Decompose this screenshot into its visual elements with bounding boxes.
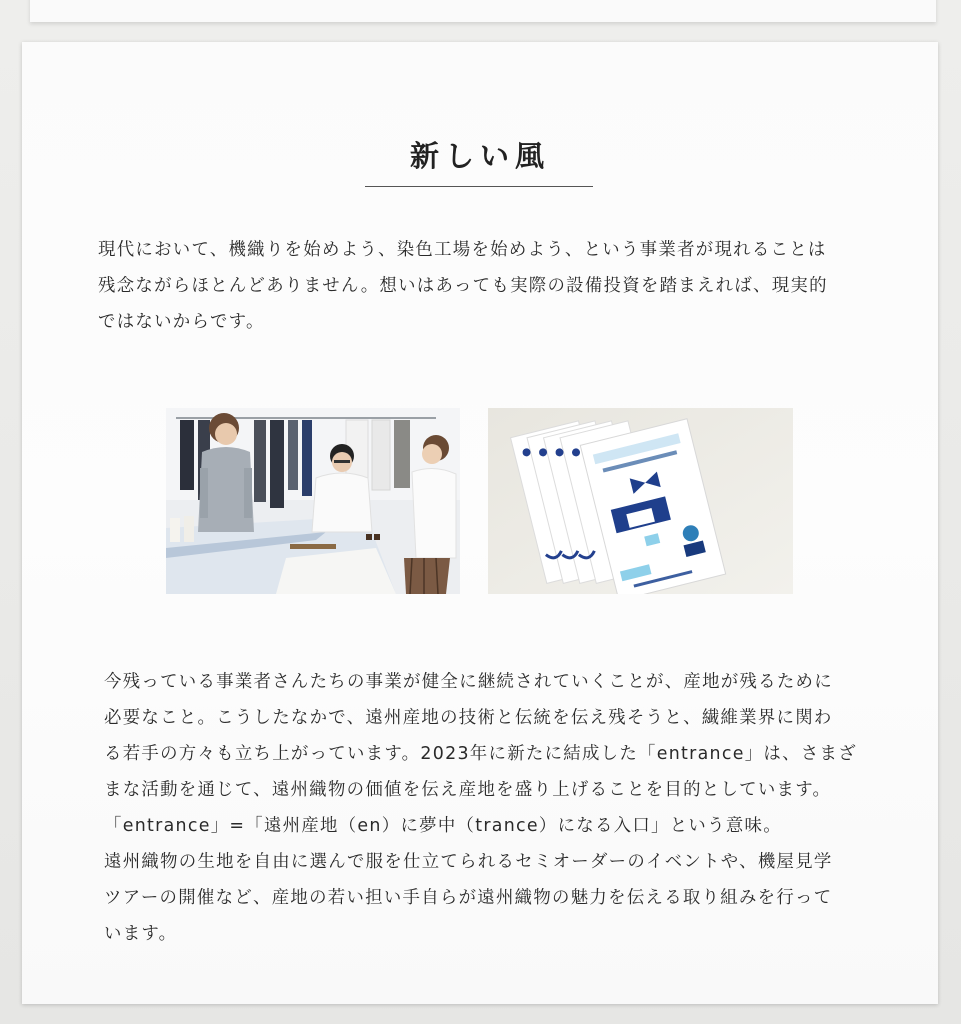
intro-line: 現代において、機織りを始めよう、染色工場を始めよう、という事業者が現れることは: [98, 240, 827, 260]
textile-studio-photo: [166, 408, 460, 594]
body-line: 今残っている事業者さんたちの事業が健全に継続されていくことが、産地が残るために: [104, 672, 833, 692]
entrance-flyers-photo: [488, 408, 793, 594]
article-page: [22, 42, 938, 1004]
intro-paragraph: [98, 232, 828, 340]
flyers-illustration: [488, 408, 793, 594]
textile-studio-illustration: [166, 408, 460, 594]
previous-page-edge: [30, 0, 936, 22]
body-line: 遠州織物の生地を自由に選んで服を仕立てられるセミオーダーのイベントや、機屋見学: [104, 852, 833, 872]
body-paragraph: [104, 664, 857, 952]
body-line: る若手の方々も立ち上がっています。2023年に新たに結成した「entrance」は、さまざ: [104, 744, 857, 764]
intro-line: ではないからです。: [98, 312, 265, 332]
body-line: います。: [104, 924, 178, 944]
body-line: 「entrance」=「遠州産地（en）に夢中（trance）になる入口」という意味。: [104, 816, 782, 836]
article-title: 新しい風: [409, 139, 550, 173]
body-line: 必要なこと。こうしたなかで、遠州産地の技術と伝統を伝え残そうと、繊維業界に関わ: [104, 708, 833, 728]
title-underline: [365, 186, 593, 187]
body-line: ツアーの開催など、産地の若い担い手自らが遠州織物の魅力を伝える取り組みを行って: [104, 888, 833, 908]
intro-line: 残念ながらほとんどありません。想いはあっても実際の設備投資を踏まえれば、現実的: [98, 276, 828, 296]
body-line: まな活動を通じて、遠州織物の価値を伝え産地を盛り上げることを目的としています。: [104, 780, 832, 800]
